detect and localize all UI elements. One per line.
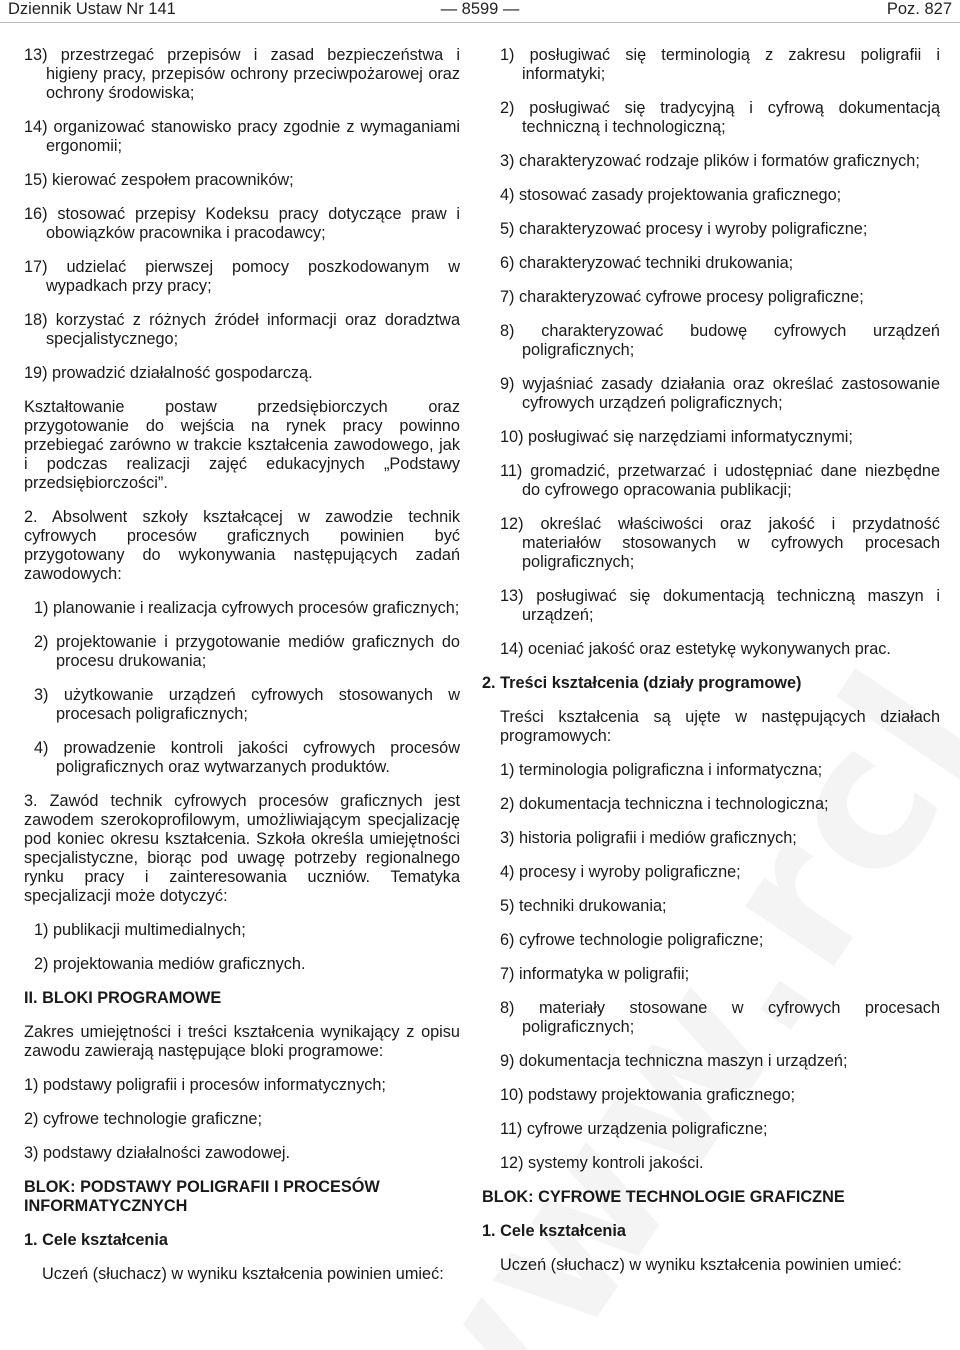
goals-heading: 1. Cele kształcenia [24,1231,168,1249]
page-header [0,0,960,24]
list-item: 1) podstawy poligrafii i procesów informatycznych; [24,1076,386,1094]
page-number: — 8599 — [440,0,520,18]
list-item: 1) terminologia poligraficzna i informatyczna; [500,761,823,779]
list-item: 12) systemy kontroli jakości. [500,1154,704,1172]
list-item: 2) projektowania mediów graficznych. [34,955,306,973]
list-item: 19) prowadzić działalność gospodarczą. [24,364,313,382]
goals-text: Uczeń (słuchacz) w wyniku kształcenia powinien umieć: [42,1265,444,1283]
list-item: 2) cyfrowe technologie graficzne; [24,1110,263,1128]
list-item: 8) materiały stosowane w cyfrowych procesach poligraficznych; [500,999,940,1036]
list-item: 3) historia poligrafii i mediów graficznych; [500,829,797,847]
blocks-intro: Zakres umiejętności i treści kształcenia wynikający z opisu zawodu zawierają następujące bloki programowe: [24,1023,460,1060]
list-item: 6) charakteryzować techniki drukowania; [500,254,794,272]
list-item: 4) prowadzenie kontroli jakości cyfrowych procesów poligraficznych oraz wytwarzanych produktów. [34,739,460,776]
left-column [24,46,460,1299]
skills-list [500,46,940,659]
section-heading-blocks: II. BLOKI PROGRAMOWE [24,989,222,1007]
list-item: 3) użytkowanie urządzeń cyfrowych stosowanych w procesach poligraficznych; [34,686,460,723]
list-item: 15) kierować zespołem pracowników; [24,171,294,189]
list-item: 9) dokumentacja techniczna maszyn i urządzeń; [500,1052,848,1070]
list-item: 17) udzielać pierwszej pomocy poszkodowanym w wypadkach przy pracy; [24,258,460,295]
journal-title: Dziennik Ustaw Nr 141 [8,0,176,18]
list-item: 5) charakteryzować procesy i wyroby poligraficzne; [500,220,868,238]
list-item: 16) stosować przepisy Kodeksu pracy dotyczące praw i obowiązków pracownika i pracodawcy; [24,205,460,242]
list-item: 14) oceniać jakość oraz estetykę wykonywanych prac. [500,640,891,658]
list-item: 2) dokumentacja techniczna i technologiczna; [500,795,829,813]
block-2-heading: BLOK: CYFROWE TECHNOLOGIE GRAFICZNE [482,1188,845,1206]
list-item: 14) organizować stanowisko pracy zgodnie z wymaganiami ergonomii; [24,118,460,155]
list-item: 3) charakteryzować rodzaje plików i formatów graficznych; [500,152,920,170]
content-intro: Treści kształcenia są ujęte w następujących działach programowych: [500,708,940,745]
list-item: 11) cyfrowe urządzenia poligraficzne; [500,1120,768,1138]
list-item: 9) wyjaśniać zasady działania oraz określać zastosowanie cyfrowych urządzeń poligraficznych; [500,375,940,412]
list-item: 13) posługiwać się dokumentacją techniczną maszyn i urządzeń; [500,587,940,624]
blocks-list [24,1076,460,1163]
section-2-intro: 2. Absolwent szkoły kształcącej w zawodzie technik cyfrowych procesów graficznych powinien być przygotowany do wykonywania następujących zadań zawodowych: [24,508,460,583]
list-item: 6) cyfrowe technologie poligraficzne; [500,931,764,949]
list-item: 11) gromadzić, przetwarzać i udostępniać dane niezbędne do cyfrowego opracowania publikacji; [500,462,940,499]
list-item: 3) podstawy działalności zawodowej. [24,1144,291,1162]
list-item: 7) charakteryzować cyfrowe procesy poligraficzne; [500,288,864,306]
section-3-intro: 3. Zawód technik cyfrowych procesów graficznych jest zawodem szerokoprofilowym, umożliwiającym specjalizację pod koniec okresu kształcenia. Szkoła określa umiejętności specjalistyczne, biorąc pod uwagę potrzeby regionalnego rynku pracy i zainteresowania uczniów. Tematyka specjalizacji może dotyczyć: [24,792,460,905]
list-item: 4) procesy i wyroby poligraficzne; [500,863,741,881]
block-1-heading: BLOK: PODSTAWY POLIGRAFII I PROCESÓW INFORMATYCZNYCH [24,1178,380,1215]
position-number: Poz. 827 [886,0,952,18]
right-column [482,46,940,1290]
list-item: 1) planowanie i realizacja cyfrowych procesów graficznych; [34,599,460,617]
goals-text: Uczeń (słuchacz) w wyniku kształcenia powinien umieć: [500,1256,902,1274]
professional-tasks-list [24,599,460,777]
list-item: 8) charakteryzować budowę cyfrowych urządzeń poligraficznych; [500,322,940,359]
skills-list-continued [24,46,460,383]
list-item: 18) korzystać z różnych źródeł informacji oraz doradztwa specjalistycznego; [24,311,460,348]
list-item: 4) stosować zasady projektowania graficznego; [500,186,842,204]
list-item: 7) informatyka w poligrafii; [500,965,690,983]
list-item: 10) podstawy projektowania graficznego; [500,1086,796,1104]
specialization-list [24,921,460,974]
list-item: 1) posługiwać się terminologią z zakresu poligrafii i informatyki; [500,46,940,83]
list-item: 13) przestrzegać przepisów i zasad bezpieczeństwa i higieny pracy, przepisów ochrony przeciwpożarowej oraz ochrony środowiska; [24,46,460,102]
list-item: 12) określać właściwości oraz jakość i przydatność materiałów stosowanych w cyfrowych procesach poligraficznych; [500,515,940,571]
content-list [500,761,940,1173]
entrepreneurship-paragraph: Kształtowanie postaw przedsiębiorczych oraz przygotowanie do wejścia na rynek pracy powinno przebiegać zarówno w trakcie kształcenia zawodowego, jak i podczas realizacji zajęć edukacyjnych „Podstawy przedsiębiorczości”. [24,398,460,492]
list-item: 10) posługiwać się narzędziami informatycznymi; [500,428,853,446]
goals-heading: 1. Cele kształcenia [482,1222,626,1240]
list-item: 1) publikacji multimedialnych; [34,921,246,939]
list-item: 5) techniki drukowania; [500,897,667,915]
list-item: 2) posługiwać się tradycyjną i cyfrową dokumentacją techniczną i technologiczną; [500,99,940,136]
content-heading: 2. Treści kształcenia (działy programowe) [482,674,802,692]
header-divider [0,22,960,23]
list-item: 2) projektowanie i przygotowanie mediów graficznych do procesu drukowania; [34,633,460,670]
